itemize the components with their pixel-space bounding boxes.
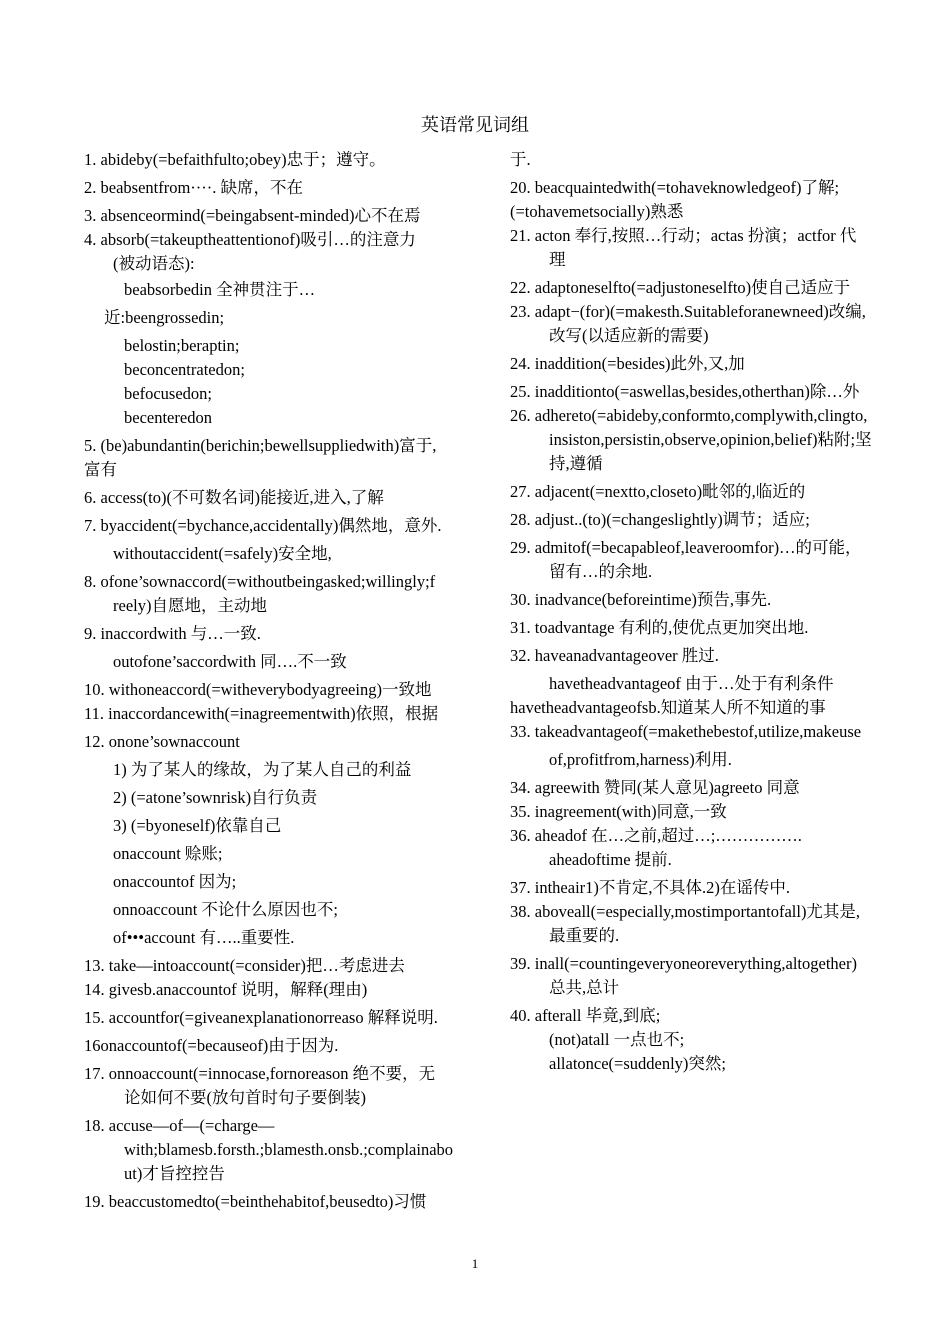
text-line: 7. byaccident(=bychance,accidentally)偶然地，意外.: [84, 516, 442, 535]
text-line: 17. onnoaccount(=innocase,fornoreason 绝不要，无: [84, 1064, 436, 1083]
text-line: beabsorbedin 全神贯注于…: [124, 280, 316, 299]
text-line: havetheadvantageof 由于…处于有利条件: [549, 674, 834, 693]
text-line: 29. admitof(=becapableof,leaveroomfor)…的可能，: [510, 538, 862, 557]
text-line: 3. absenceormind(=beingabsent-minded)心不在焉: [84, 206, 421, 225]
text-line: 22. adaptoneselfto(=adjustoneselfto)使自己适应于: [510, 278, 851, 297]
page-title: 英语常见词组: [421, 115, 529, 135]
text-line: 于.: [510, 150, 531, 169]
text-line: 28. adjust..(to)(=changeslightly)调节；适应;: [510, 510, 810, 529]
text-line: ut)才旨控控告: [124, 1164, 225, 1183]
text-line: 论如何不要(放句首时句子要倒装): [124, 1088, 366, 1107]
text-line: allatonce(=suddenly)突然;: [549, 1054, 727, 1073]
text-line: onaccountof 因为;: [113, 872, 237, 891]
text-line: aheadoftime 提前.: [549, 850, 672, 869]
text-line: 5. (be)abundantin(berichin;bewellsuppliedwith)富于,: [84, 436, 437, 455]
text-line: 24. inaddition(=besides)此外,又,加: [510, 354, 745, 373]
text-line: 19. beaccustomedto(=beinthehabitof,beusedto)习惯: [84, 1192, 427, 1211]
text-line: 13. take—intoaccount(=consider)把…考虑进去: [84, 956, 405, 975]
text-line: 6. access(to)(不可数名词)能接近,进入,了解: [84, 488, 384, 507]
text-line: of•••account 有…..重要性.: [113, 928, 295, 947]
right-column: [510, 148, 920, 1076]
text-line: 8. ofone’sownaccord(=withoutbeingasked;willingly;f: [84, 572, 436, 591]
text-line: 4. absorb(=takeuptheattentionof)吸引…的注意力: [84, 230, 416, 249]
text-line: becenteredon: [124, 408, 212, 427]
text-line: outofone’saccordwith 同….不一致: [113, 652, 347, 671]
text-line: (=tohavemetsocially)熟悉: [510, 202, 684, 221]
text-line: 35. inagreement(with)同意,一致: [510, 802, 727, 821]
text-line: 10. withoneaccord(=witheverybodyagreeing)一致地: [84, 680, 432, 699]
text-line: 最重要的.: [549, 926, 620, 945]
text-line: (被动语态):: [113, 254, 195, 273]
text-line: 16onaccountof(=becauseof)由于因为.: [84, 1036, 339, 1055]
text-line: 26. adhereto(=abideby,conformto,complywith,clingto,: [510, 406, 868, 425]
text-line: belostin;beraptin;: [124, 336, 240, 355]
text-line: 11. inaccordancewith(=inagreementwith)依照，根据: [84, 704, 439, 723]
text-line: 1) 为了某人的缘故，为了某人自己的利益: [113, 760, 412, 779]
page-number: 1: [471, 1256, 479, 1271]
text-line: 31. toadvantage 有利的,使优点更加突出地.: [510, 618, 809, 637]
text-line: befocusedon;: [124, 384, 212, 403]
text-line: 36. aheadof 在…之前,超过…;…………….: [510, 826, 802, 845]
text-line: 留有…的余地.: [549, 562, 653, 581]
text-line: 富有: [84, 460, 117, 479]
text-line: 2) (=atone’sownrisk)自行负责: [113, 788, 318, 807]
text-line: 12. onone’sownaccount: [84, 732, 240, 751]
text-line: onaccount 赊账;: [113, 844, 223, 863]
text-line: havetheadvantageofsb.知道某人所不知道的事: [510, 698, 826, 717]
text-line: onnoaccount 不论什么原因也不;: [113, 900, 339, 919]
text-line: (not)atall 一点也不;: [549, 1030, 685, 1049]
text-line: 理: [549, 250, 566, 269]
text-line: 38. aboveall(=especially,mostimportantofall)尤其是,: [510, 902, 861, 921]
text-line: 33. takeadvantageof(=makethebestof,utilize,makeuse: [510, 722, 862, 741]
text-line: 27. adjacent(=nextto,closeto)毗邻的,临近的: [510, 482, 806, 501]
text-line: reely)自愿地，主动地: [113, 596, 267, 615]
text-line: 持,遵循: [549, 454, 603, 473]
text-line: 32. haveanadvantageover 胜过.: [510, 646, 719, 665]
text-line: 34. agreewith 赞同(某人意见)agreeto 同意: [510, 778, 800, 797]
text-line: 21. acton 奉行,按照…行动；actas 扮演；actfor 代: [510, 226, 857, 245]
text-line: insiston,persistin,observe,opinion,belief)粘附;坚: [549, 430, 872, 449]
text-line: withoutaccident(=safely)安全地,: [113, 544, 332, 563]
text-line: beconcentratedon;: [124, 360, 245, 379]
text-line: 15. accountfor(=giveanexplanationorreaso 解释说明.: [84, 1008, 438, 1027]
text-line: 近:beengrossedin;: [104, 308, 225, 327]
text-line: 14. givesb.anaccountof 说明，解释(理由): [84, 980, 368, 999]
text-line: 20. beacquaintedwith(=tohaveknowledgeof)了解;: [510, 178, 840, 197]
text-line: 9. inaccordwith 与…一致.: [84, 624, 261, 643]
text-line: 1. abideby(=befaithfulto;obey)忠于；遵守。: [84, 150, 386, 169]
text-line: 2. beabsentfrom····. 缺席，不在: [84, 178, 304, 197]
text-line: 23. adapt−(for)(=makesth.Suitableforanewneed)改编,: [510, 302, 866, 321]
text-line: 18. accuse—of—(=charge—: [84, 1116, 275, 1135]
text-line: 3) (=byoneself)依靠自己: [113, 816, 282, 835]
text-line: 39. inall(=countingeveryoneoreverything,altogether): [510, 954, 857, 973]
text-line: 改写(以适应新的需要): [549, 326, 709, 345]
left-column: [84, 148, 494, 1214]
text-line: of,profitfrom,harness)利用.: [549, 750, 732, 769]
text-line: 40. afterall 毕竟,到底;: [510, 1006, 661, 1025]
text-line: 30. inadvance(beforeintime)预告,事先.: [510, 590, 772, 609]
text-line: 25. inadditionto(=aswellas,besides,otherthan)除…外: [510, 382, 860, 401]
text-line: with;blamesb.forsth.;blamesth.onsb.;complainabo: [124, 1140, 454, 1159]
text-line: 37. intheair1)不肯定,不具体.2)在谣传中.: [510, 878, 791, 897]
text-line: 总共,总计: [549, 978, 620, 997]
